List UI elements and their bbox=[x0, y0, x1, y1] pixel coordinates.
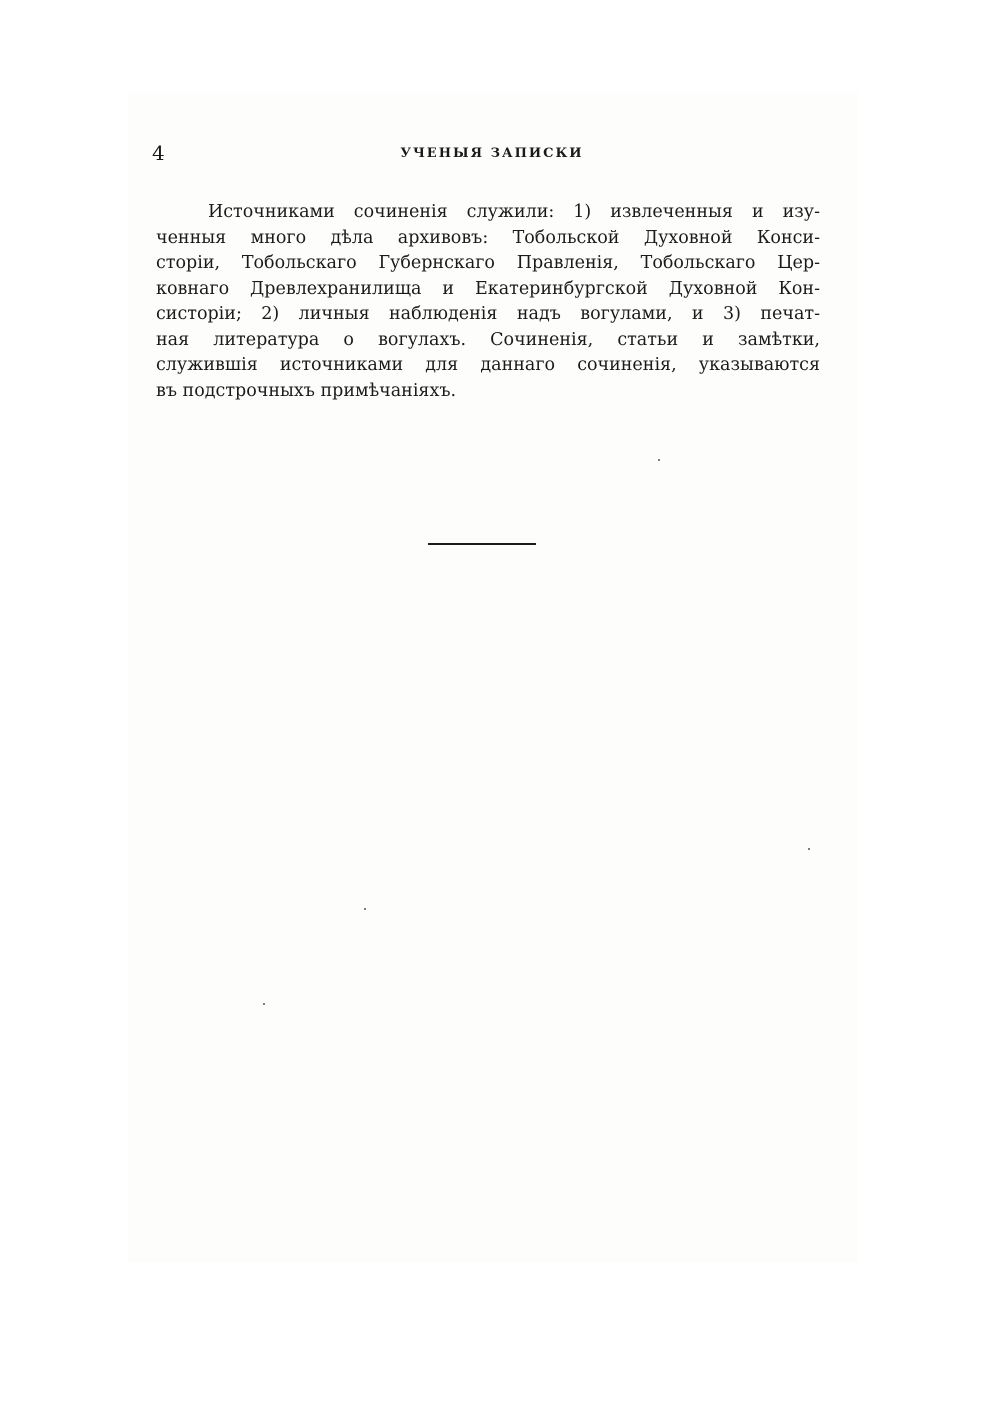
scan-speck bbox=[364, 908, 366, 910]
scan-speck bbox=[263, 1003, 265, 1005]
paragraph-line: сторіи, Тобольскаго Губернскаго Правленія, Тобольскаго Цер- bbox=[156, 253, 820, 273]
paragraph-line: ковнаго Древлехранилища и Екатеринбургской Духовной Кон- bbox=[156, 278, 820, 299]
running-title: УЧЕНЫЯ ЗАПИСКИ bbox=[400, 146, 584, 161]
paragraph-line: систоріи; 2) личныя наблюденія надъ вогулами, и 3) печат- bbox=[156, 304, 820, 324]
running-head bbox=[152, 140, 832, 170]
scan-speck bbox=[658, 459, 660, 461]
paragraph-line: ная литература о вогулахъ. Сочиненія, статьи и замѣтки, bbox=[156, 329, 820, 350]
page-number: 4 bbox=[152, 141, 165, 165]
paragraph-line: въ подстрочныхъ примѣчаніяхъ. bbox=[156, 380, 457, 401]
paragraph-line: ченныя много дѣла архивовъ: Тобольской Духовной Конси- bbox=[156, 227, 820, 248]
section-end-rule bbox=[428, 543, 536, 545]
paragraph-line: Источниками сочиненія служили: 1) извлеченныя и изу- bbox=[208, 202, 820, 222]
body-paragraph bbox=[156, 200, 820, 404]
paragraph-line: служившія источниками для даннаго сочиненія, указываются bbox=[156, 355, 820, 375]
scan-speck bbox=[808, 848, 810, 850]
